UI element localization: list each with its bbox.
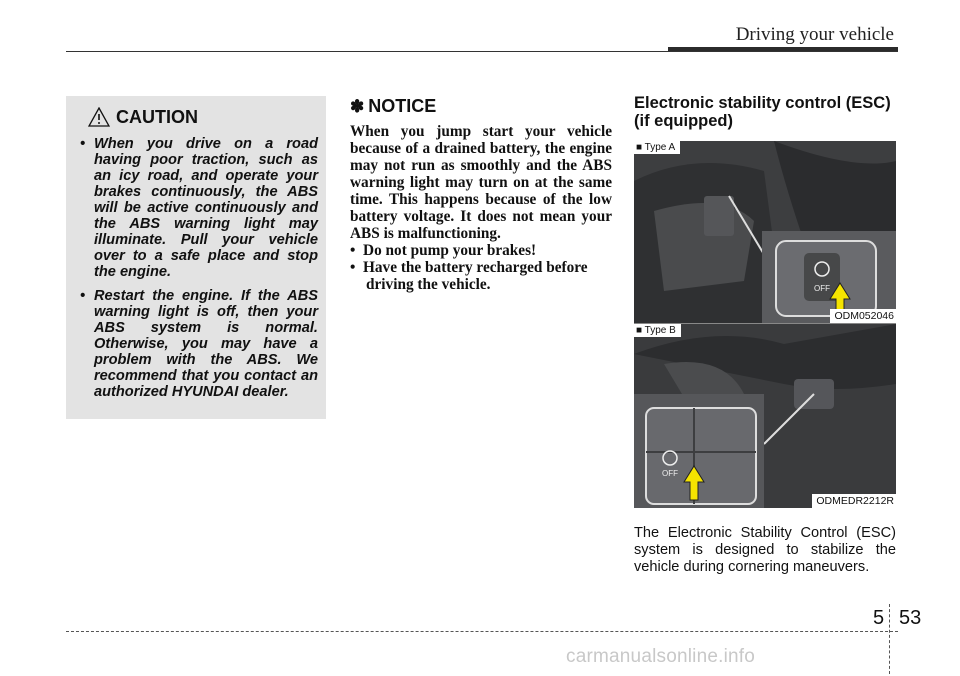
dashboard-photo-a: [634, 141, 896, 323]
figure-type-label-b: ■ Type B: [634, 324, 681, 337]
header-rule: [66, 51, 898, 52]
figure-type-label-a: ■ Type A: [634, 141, 680, 154]
notice-bullet: • Have the battery recharged before driving the vehicle.: [350, 259, 588, 293]
notice-body: When you jump start your vehicle because of a drained battery, the engine may not run as smoothly and the ABS warning light may turn on at the same time. This happens because of the low battery voltage. It does not mean your ABS is malfunctioning.: [350, 123, 612, 242]
page-number-separator: [889, 604, 890, 674]
caution-item: • Restart the engine. If the ABS warning light is off, then your ABS system is normal. Otherwise, you may have a problem with the ABS. We recommend that you contact an authorized HYUNDAI dealer.: [80, 288, 318, 400]
page-number: 53: [899, 607, 922, 629]
notice-header: [350, 96, 612, 117]
page-header-title: Driving your vehicle: [735, 24, 894, 45]
esc-section: [634, 94, 896, 130]
section-number: 5: [873, 607, 885, 629]
notice-title: NOTICE: [368, 96, 437, 116]
warning-triangle-icon: [88, 107, 110, 127]
notice-bullet: • Do not pump your brakes!: [350, 242, 537, 259]
notice-section: [350, 96, 612, 293]
esc-title: Electronic stability control (ESC) (if equipped): [634, 94, 891, 130]
esc-figure-type-a: [634, 141, 896, 323]
caution-item: • When you drive on a road having poor traction, such as an icy road, and operate your brakes continuously, the ABS will be active continuously and the ABS warning light may illuminate. Pull your vehicle over to a safe place and stop the engine.: [80, 136, 318, 280]
footer-rule: [66, 631, 898, 632]
caution-title: CAUTION: [116, 106, 198, 127]
caution-box: [66, 96, 326, 419]
caution-list: [74, 136, 318, 400]
notice-bullet-text: Do not pump your brakes!: [363, 242, 537, 259]
caution-item-text: When you drive on a road having poor traction, such as an icy road, and operate your brakes continuously, the ABS will be active continuously and the ABS warning light may illuminate. Pull your vehicle over to a safe place and stop the engine.: [94, 136, 318, 280]
caution-item-text: Restart the engine. If the ABS warning light is off, then your ABS system is normal. Otherwise, you may have a problem with the ABS. We recommend that you contact an authorized HYUNDAI dealer.: [94, 288, 318, 400]
esc-off-label-a: OFF: [814, 284, 830, 293]
dashboard-photo-b: [634, 324, 896, 508]
watermark: carmanualsonline.info: [566, 646, 756, 667]
esc-body: The Electronic Stability Control (ESC) system is designed to stabilize the vehicle during cornering maneuvers.: [634, 525, 896, 575]
esc-figure-type-b: [634, 323, 896, 508]
esc-off-label-b: OFF: [662, 469, 678, 478]
notice-star-icon: ✽: [350, 96, 365, 116]
notice-list: [350, 242, 612, 293]
figure-code-a: ODM052046: [830, 309, 896, 323]
notice-bullet-text: Have the battery recharged before driving the vehicle.: [363, 259, 588, 293]
caution-header: [88, 104, 318, 130]
figure-code-b: ODMEDR2212R: [812, 494, 896, 508]
